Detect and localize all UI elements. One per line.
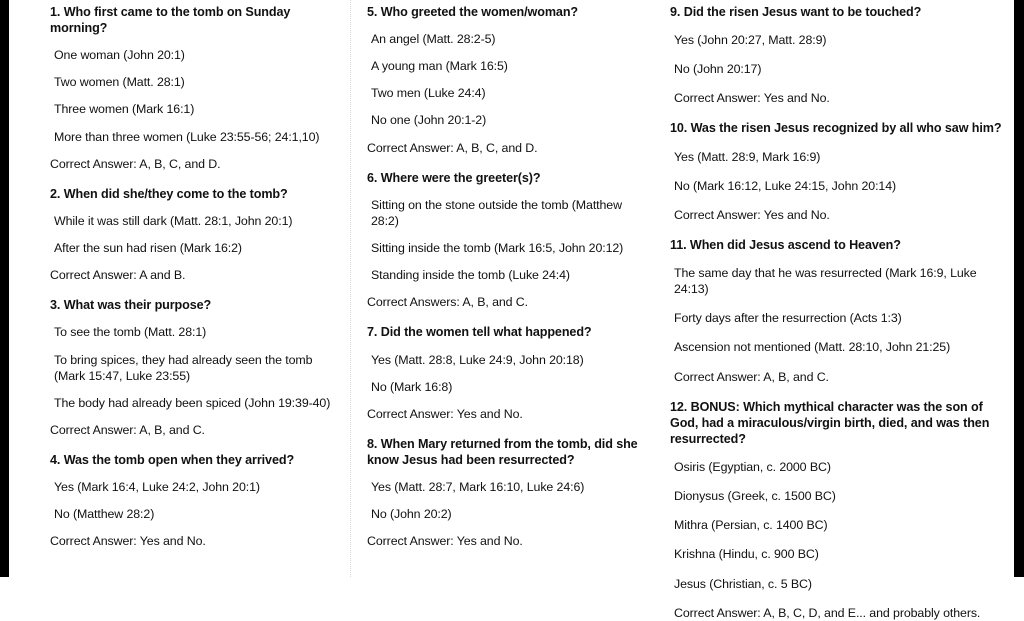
question-block-10 xyxy=(670,120,1002,222)
question-title: 9. Did the risen Jesus want to be touched? xyxy=(670,5,922,19)
question-option: To bring spices, they had already seen the tomb (Mark 15:47, Luke 23:55) xyxy=(54,352,313,383)
question-option: The body had already been spiced (John 19:39-40) xyxy=(54,395,331,410)
question-block-7 xyxy=(367,324,648,421)
question-title: 12. BONUS: Which mythical character was the son of God, had a miraculous/virgin birth, died, and was then resurrected? xyxy=(670,399,990,446)
question-option: One woman (John 20:1) xyxy=(54,48,185,63)
question-option: Mithra (Persian, c. 1400 BC) xyxy=(674,518,828,533)
correct-answer: Correct Answer: Yes and No. xyxy=(367,406,523,421)
correct-answer: Correct Answer: Yes and No. xyxy=(367,534,523,549)
question-option: Three women (Mark 16:1) xyxy=(54,102,195,117)
question-block-9 xyxy=(670,4,1002,106)
correct-answer: Correct Answer: A, B, and C. xyxy=(674,369,829,384)
question-option: Jesus (Christian, c. 5 BC) xyxy=(674,576,812,591)
question-option: Sitting on the stone outside the tomb (Matthew 28:2) xyxy=(371,197,622,228)
question-option: No one (John 20:1-2) xyxy=(371,113,487,128)
column-3 xyxy=(656,0,1014,620)
question-block-3 xyxy=(50,297,342,438)
question-option: Forty days after the resurrection (Acts 1:3) xyxy=(674,311,902,326)
correct-answer: Correct Answer: Yes and No. xyxy=(674,91,830,106)
correct-answer: Correct Answer: Yes and No. xyxy=(50,534,206,549)
question-title: 11. When did Jesus ascend to Heaven? xyxy=(670,237,901,252)
right-edge-bar xyxy=(1014,0,1024,577)
question-option: Yes (Matt. 28:9, Mark 16:9) xyxy=(674,149,821,164)
question-title: 2. When did she/they come to the tomb? xyxy=(50,186,288,201)
question-option: Yes (Mark 16:4, Luke 24:2, John 20:1) xyxy=(54,480,260,495)
question-title: 3. What was their purpose? xyxy=(50,298,212,313)
question-option: Dionysus (Greek, c. 1500 BC) xyxy=(674,489,836,504)
question-option: After the sun had risen (Mark 16:2) xyxy=(54,241,242,256)
correct-answer: Correct Answer: A, B, and C. xyxy=(50,422,205,437)
question-option: To see the tomb (Matt. 28:1) xyxy=(54,325,207,340)
question-option: Standing inside the tomb (Luke 24:4) xyxy=(371,268,570,283)
question-option: No (Mark 16:12, Luke 24:15, John 20:14) xyxy=(674,178,897,193)
question-option: An angel (Matt. 28:2-5) xyxy=(371,32,496,47)
question-option: No (John 20:17) xyxy=(674,62,762,77)
question-option: Yes (Matt. 28:8, Luke 24:9, John 20:18) xyxy=(371,352,584,367)
question-option: The same day that he was resurrected (Mark 16:9, Luke 24:13) xyxy=(674,266,977,297)
question-option: Two men (Luke 24:4) xyxy=(371,86,486,101)
correct-answer: Correct Answer: A, B, C, D, and E... and probably others. xyxy=(674,605,981,620)
column-1 xyxy=(9,0,350,577)
question-option: No (Mark 16:8) xyxy=(371,379,453,394)
question-option: Ascension not mentioned (Matt. 28:10, John 21:25) xyxy=(674,340,951,355)
question-title: 5. Who greeted the women/woman? xyxy=(367,5,579,19)
question-option: While it was still dark (Matt. 28:1, John 20:1) xyxy=(54,213,293,228)
question-option: Two women (Matt. 28:1) xyxy=(54,75,185,90)
question-option: More than three women (Luke 23:55-56; 24:1,10) xyxy=(54,129,320,144)
question-option: Osiris (Egyptian, c. 2000 BC) xyxy=(674,460,831,475)
correct-answer: Correct Answer: A, B, C, and D. xyxy=(367,140,538,155)
question-title: 4. Was the tomb open when they arrived? xyxy=(50,453,295,468)
question-block-8 xyxy=(367,436,648,550)
question-title: 8. When Mary returned from the tomb, did she know Jesus had been resurrected? xyxy=(367,436,638,468)
question-title: 6. Where were the greeter(s)? xyxy=(367,170,541,185)
question-option: A young man (Mark 16:5) xyxy=(371,59,508,74)
correct-answer: Correct Answers: A, B, and C. xyxy=(367,295,528,310)
question-block-11 xyxy=(670,237,1002,385)
question-block-1 xyxy=(50,4,342,172)
question-option: No (Matthew 28:2) xyxy=(54,507,155,522)
question-block-4 xyxy=(50,452,342,549)
question-block-12 xyxy=(670,399,1002,621)
question-title: 1. Who first came to the tomb on Sunday morning? xyxy=(50,5,291,36)
question-option: Yes (John 20:27, Matt. 28:9) xyxy=(674,33,827,48)
column-container xyxy=(9,0,1014,620)
question-title: 7. Did the women tell what happened? xyxy=(367,325,592,340)
correct-answer: Correct Answer: Yes and No. xyxy=(674,207,830,222)
correct-answer: Correct Answer: A and B. xyxy=(50,268,186,283)
left-edge-bar xyxy=(0,0,9,577)
question-title: 10. Was the risen Jesus recognized by all who saw him? xyxy=(670,121,1002,136)
column-2 xyxy=(350,0,656,577)
question-option: No (John 20:2) xyxy=(371,507,452,522)
correct-answer: Correct Answer: A, B, C, and D. xyxy=(50,156,221,171)
question-block-2 xyxy=(50,186,342,283)
question-block-6 xyxy=(367,170,648,311)
question-option: Krishna (Hindu, c. 900 BC) xyxy=(674,547,819,562)
question-option: Sitting inside the tomb (Mark 16:5, John 20:12) xyxy=(371,241,624,256)
question-option: Yes (Matt. 28:7, Mark 16:10, Luke 24:6) xyxy=(371,480,585,495)
question-block-5 xyxy=(367,4,648,156)
